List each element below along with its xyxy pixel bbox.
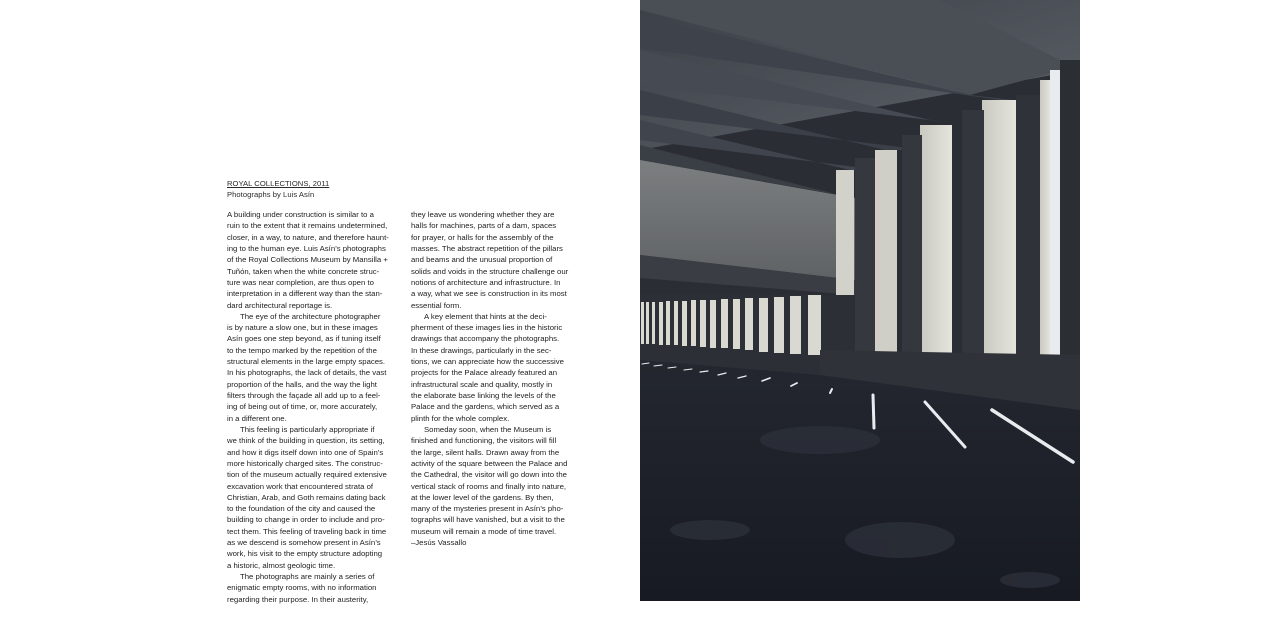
text-line: in a different one. bbox=[227, 413, 287, 423]
text-line: Palace and the gardens, which served as a bbox=[411, 402, 560, 412]
text-line: of the Royal Collections Museum by Mansilla + bbox=[227, 255, 388, 265]
text-line: structural elements in the large empty spaces. bbox=[227, 357, 386, 367]
text-line: regarding their purpose. In their austerity, bbox=[227, 594, 369, 604]
article-header bbox=[227, 179, 329, 200]
text-line: we think of the building in question, its setting, bbox=[227, 436, 385, 446]
text-line: dard architectural reportage is. bbox=[227, 300, 333, 310]
photo-credit: Photographs by Luis Asín bbox=[227, 190, 315, 199]
text-line: for prayer, or halls for the assembly of the bbox=[411, 232, 554, 242]
text-line: activity of the square between the Palace and bbox=[411, 458, 568, 468]
text-line: essential form. bbox=[411, 300, 462, 310]
text-line: filters through the façade all add up to a feel- bbox=[227, 391, 381, 400]
text-line: The photographs are mainly a series of bbox=[240, 572, 375, 581]
text-line: as we descend is somehow present in Asín’s bbox=[227, 538, 381, 548]
text-line: ture was near completion, are thus open to bbox=[227, 277, 374, 287]
photo-illustration bbox=[640, 0, 1080, 601]
text-line: to the foundation of the city and caused the bbox=[227, 504, 376, 514]
text-line: a historic, almost geologic time. bbox=[227, 560, 336, 570]
text-line: ruin to the extent that it remains undetermined, bbox=[227, 221, 388, 231]
text-line: finished and functioning, the visitors will fill bbox=[411, 436, 557, 446]
text-line: a way, what we see is construction in its most bbox=[411, 289, 567, 299]
text-line: notions of architecture and infrastructure. In bbox=[411, 277, 561, 287]
text-line: In these drawings, particularly in the sec- bbox=[411, 345, 552, 355]
text-line: is by nature a slow one, but in these images bbox=[227, 323, 378, 333]
text-line: work, his visit to the empty structure adopting bbox=[227, 549, 383, 559]
text-line: A key element that hints at the deci- bbox=[424, 311, 547, 321]
text-line: vertical stack of rooms and finally into nature, bbox=[411, 481, 567, 491]
text-line: excavation work that encountered strata of bbox=[227, 481, 374, 491]
text-line: infrastructural scale and quality, mostly in bbox=[411, 379, 553, 389]
text-line: and how it digs itself down into one of Spain’s bbox=[227, 447, 384, 457]
text-line: pherment of these images lies in the historic bbox=[411, 323, 563, 333]
text-line: proportion of the halls, and the way the light bbox=[227, 379, 377, 389]
text-line: halls for machines, parts of a dam, spaces bbox=[411, 221, 557, 231]
text-line: ing to the human eye. Luis Asín’s photographs bbox=[227, 243, 386, 253]
architecture-photograph bbox=[640, 0, 1080, 601]
text-line: more historically charged sites. The construc- bbox=[227, 458, 383, 468]
text-line: The eye of the architecture photographer bbox=[240, 311, 381, 321]
text-line: Someday soon, when the Museum is bbox=[424, 424, 552, 434]
text-line: In his photographs, the lack of details, the vast bbox=[227, 368, 387, 378]
text-line: tion of the museum actually required extensive bbox=[227, 470, 387, 480]
text-line: solids and voids in the structure challenge our bbox=[411, 266, 569, 276]
text-line: –Jesús Vassallo bbox=[411, 538, 467, 548]
text-line: masses. The abstract repetition of the pillars bbox=[411, 243, 563, 253]
text-line: they leave us wondering whether they are bbox=[411, 210, 555, 219]
text-line: This feeling is particularly appropriate if bbox=[240, 424, 375, 434]
text-line: plinth for the whole complex. bbox=[411, 413, 510, 423]
text-line: the elaborate base linking the levels of the bbox=[411, 391, 556, 400]
text-line: the Cathedral, the visitor will go down into the bbox=[411, 470, 567, 480]
text-line: at the lower level of the gardens. By then, bbox=[411, 492, 554, 502]
text-line: projects for the Palace already featured an bbox=[411, 368, 558, 378]
text-line: Asín goes one step beyond, as if tuning itself bbox=[227, 334, 381, 344]
text-line: enigmatic empty rooms, with no information bbox=[227, 583, 377, 593]
text-line: Tuñón, taken when the white concrete struc- bbox=[227, 266, 380, 276]
text-column-right bbox=[411, 209, 591, 548]
text-column-left bbox=[227, 209, 407, 605]
text-line: Christian, Arab, and Goth remains dating back bbox=[227, 492, 386, 502]
text-line: closer, in a way, to nature, and therefore haunt- bbox=[227, 232, 389, 242]
text-line: building to change in order to include and pro- bbox=[227, 515, 385, 525]
text-line: interpretation in a different way than the stan- bbox=[227, 289, 383, 299]
text-line: tographs will have vanished, but a visit to the bbox=[411, 515, 565, 525]
text-line: ing of being out of time, or, more accurately, bbox=[227, 402, 378, 412]
text-line: drawings that accompany the photographs. bbox=[411, 334, 560, 344]
text-line: the large, silent halls. Drawn away from the bbox=[411, 447, 560, 457]
text-line: tect them. This feeling of traveling back in time bbox=[227, 526, 387, 536]
text-line: many of the mysteries present in Asín’s pho- bbox=[411, 504, 564, 514]
text-line: museum will remain a mode of time travel. bbox=[411, 526, 557, 536]
text-line: A building under construction is similar to a bbox=[227, 210, 374, 219]
text-line: and beams and the unusual proportion of bbox=[411, 255, 553, 265]
text-line: to the tempo marked by the repetition of the bbox=[227, 345, 377, 355]
article-title: ROYAL COLLECTIONS, 2011 bbox=[227, 179, 330, 188]
text-line: tions, we can appreciate how the successive bbox=[411, 357, 564, 367]
